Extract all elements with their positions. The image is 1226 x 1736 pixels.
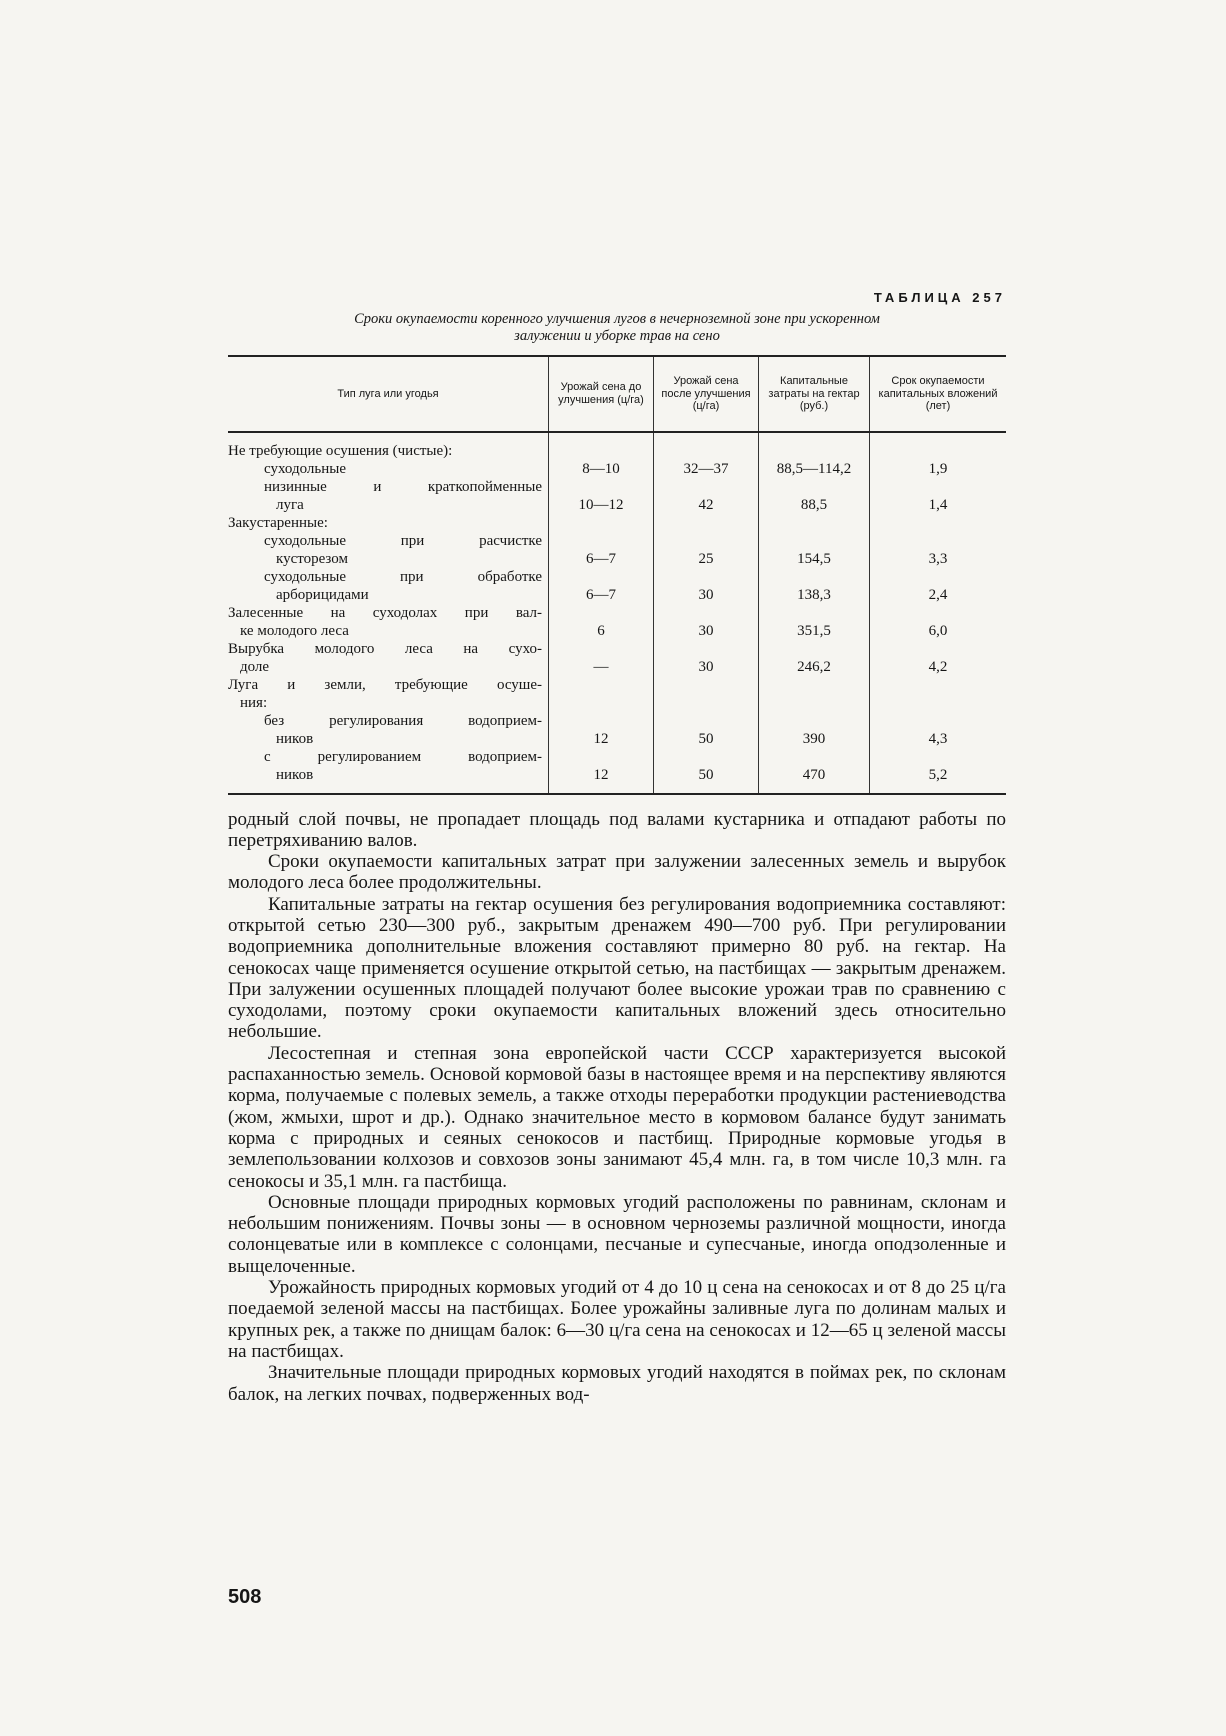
paragraph: Капитальные затраты на гектар осушения без регулирования водоприемника составляют: открытой сетью 230—300 руб., закрытым дренажем 490—700 руб. При регулировании водоприемника дополнительные вложения составляют примерно 80 руб. на гектар. На сенокосах чаще применяется осушение открытой сетью, на пастбищах — закрытым дренажем. При залужении осушенных площадей получают более высокие урожаи трав по сравнению с суходолами, поэтому сроки окупаемости капитальных вложений здесь относительно небольшие. xyxy=(228,893,1006,1043)
col-type xyxy=(228,432,549,794)
cell-yield-before: 10—12 xyxy=(578,496,624,513)
cell-payback: 1,9 xyxy=(928,460,948,477)
header-type: Тип луга или угодья xyxy=(228,356,549,432)
paragraph: Лесостепная и степная зона европейской части СССР характеризуется высокой распаханностью земель. Основой кормовой базы в настоящее время и на перспективу являются корма, получаемые с полевых земель, а также отходы переработки продукции растениеводства (жом, жмыхи, шрот и др.). Однако значительное место в кормовом балансе будут занимать корма с природных и сеяных сенокосов и пастбищ. Природные кормовые угодья в землепользовании колхозов и совхозов зоны занимают 45,4 млн. га, в том числе 10,3 млн. га сенокосы и 35,1 млн. га пастбища. xyxy=(228,1042,1006,1192)
cell-payback: 4,3 xyxy=(928,730,948,747)
header-yield-before: Урожай сена до улучшения (ц/га) xyxy=(549,356,654,432)
payback-table xyxy=(228,355,1006,795)
paragraph: Урожайность природных кормовых угодий от 4 до 10 ц сена на сенокосах и от 8 до 25 ц/га поедаемой зеленой массы на пастбищах. Более урожайны заливные луга по долинам малых и крупных рек, а также по днищам балок: 6—30 ц/га сена на сенокосах и 12—65 ц зеленой массы на пастбищах. xyxy=(228,1277,1006,1362)
cell-yield-before: 6—7 xyxy=(586,586,616,603)
row-name: ния: xyxy=(240,694,268,711)
cell-capital-cost: 351,5 xyxy=(797,622,831,639)
table-header-row xyxy=(228,356,1006,432)
row-name: луга xyxy=(276,496,304,513)
cell-payback: 2,4 xyxy=(928,586,948,603)
cell-payback: 4,2 xyxy=(928,658,948,675)
row-name: суходольные при расчистке xyxy=(264,532,542,549)
page-content xyxy=(228,290,1006,1405)
col-payback xyxy=(870,432,1007,794)
row-name: низинные и краткопойменные xyxy=(264,478,542,495)
cell-capital-cost: 154,5 xyxy=(797,550,831,567)
cell-yield-before: 6—7 xyxy=(586,550,616,567)
row-name: ке молодого леса xyxy=(240,622,349,639)
table-caption-line-1: Сроки окупаемости коренного улучшения лугов в нечерноземной зоне при ускоренном xyxy=(354,311,880,327)
cell-yield-after: 50 xyxy=(698,766,714,783)
cell-capital-cost: 246,2 xyxy=(797,658,831,675)
cell-payback: 3,3 xyxy=(928,550,948,567)
table-label: ТАБЛИЦА 257 xyxy=(873,290,1006,305)
row-name: кусторезом xyxy=(276,550,348,567)
row-name: доле xyxy=(240,658,270,675)
col-yield-before xyxy=(549,432,654,794)
cell-payback: 6,0 xyxy=(928,622,948,639)
cell-yield-after: 42 xyxy=(698,496,714,513)
cell-yield-after: 30 xyxy=(698,658,714,675)
cell-yield-after: 32—37 xyxy=(683,460,729,477)
row-name: Закустаренные: xyxy=(228,514,328,531)
cell-yield-after: 30 xyxy=(698,586,714,603)
row-name: суходольные при обработке xyxy=(264,568,542,585)
row-name: арборицидами xyxy=(276,586,369,603)
row-name: без регулирования водоприем- xyxy=(264,712,542,729)
cell-yield-after: 25 xyxy=(698,550,714,567)
cell-yield-before: 12 xyxy=(593,730,609,747)
row-name: суходольные xyxy=(264,460,346,477)
cell-capital-cost: 470 xyxy=(802,766,826,783)
cell-yield-after: 30 xyxy=(698,622,714,639)
paragraph: Сроки окупаемости капитальных затрат при залужении залесенных земель и вырубок молодого леса более продолжительны. xyxy=(228,851,1006,894)
table-caption-line-2: залужении и уборке трав на сено xyxy=(514,328,720,344)
paragraph: родный слой почвы, не пропадает площадь под валами кустарника и отпадают работы по перетряхиванию валов. xyxy=(228,808,1006,851)
cell-yield-before: 12 xyxy=(593,766,609,783)
paragraph: Значительные площади природных кормовых угодий находятся в поймах рек, по склонам балок, на легких почвах, подверженных вод- xyxy=(228,1362,1006,1405)
header-capital-cost: Капитальные затраты на гектар (руб.) xyxy=(759,356,870,432)
page-number: 508 xyxy=(228,1586,262,1608)
row-name: Залесенные на суходолах при вал- xyxy=(228,604,542,621)
row-name: ников xyxy=(276,766,314,783)
row-name: Не требующие осушения (чистые): xyxy=(228,442,453,459)
cell-capital-cost: 390 xyxy=(802,730,826,747)
cell-capital-cost: 88,5 xyxy=(800,496,828,513)
header-payback: Срок окупаемости капитальных вложений (лет) xyxy=(870,356,1007,432)
cell-yield-after: 50 xyxy=(698,730,714,747)
row-name: Луга и земли, требующие осуше- xyxy=(228,676,542,693)
col-capital-cost xyxy=(759,432,870,794)
table-caption xyxy=(228,311,1006,345)
body-text xyxy=(228,809,1006,1405)
cell-yield-before: 6 xyxy=(597,622,605,639)
header-yield-after: Урожай сена после улучшения (ц/га) xyxy=(654,356,759,432)
cell-payback: 5,2 xyxy=(928,766,948,783)
row-name: с регулированием водоприем- xyxy=(264,748,542,765)
cell-capital-cost: 138,3 xyxy=(797,586,831,603)
row-name: ников xyxy=(276,730,314,747)
cell-payback: 1,4 xyxy=(928,496,948,513)
paragraph: Основные площади природных кормовых угодий расположены по равнинам, склонам и небольшим понижениям. Почвы зоны — в основном черноземы различной мощности, иногда солонцеватые или в комплексе с солонцами, песчаные и супесчаные, иногда оподзоленные и выщелоченные. xyxy=(228,1191,1006,1277)
col-yield-after xyxy=(654,432,759,794)
cell-yield-before: 8—10 xyxy=(582,460,620,477)
cell-yield-before: — xyxy=(593,658,609,675)
table-row xyxy=(228,432,1006,794)
row-name: Вырубка молодого леса на сухо- xyxy=(228,640,542,657)
cell-capital-cost: 88,5—114,2 xyxy=(776,460,852,477)
